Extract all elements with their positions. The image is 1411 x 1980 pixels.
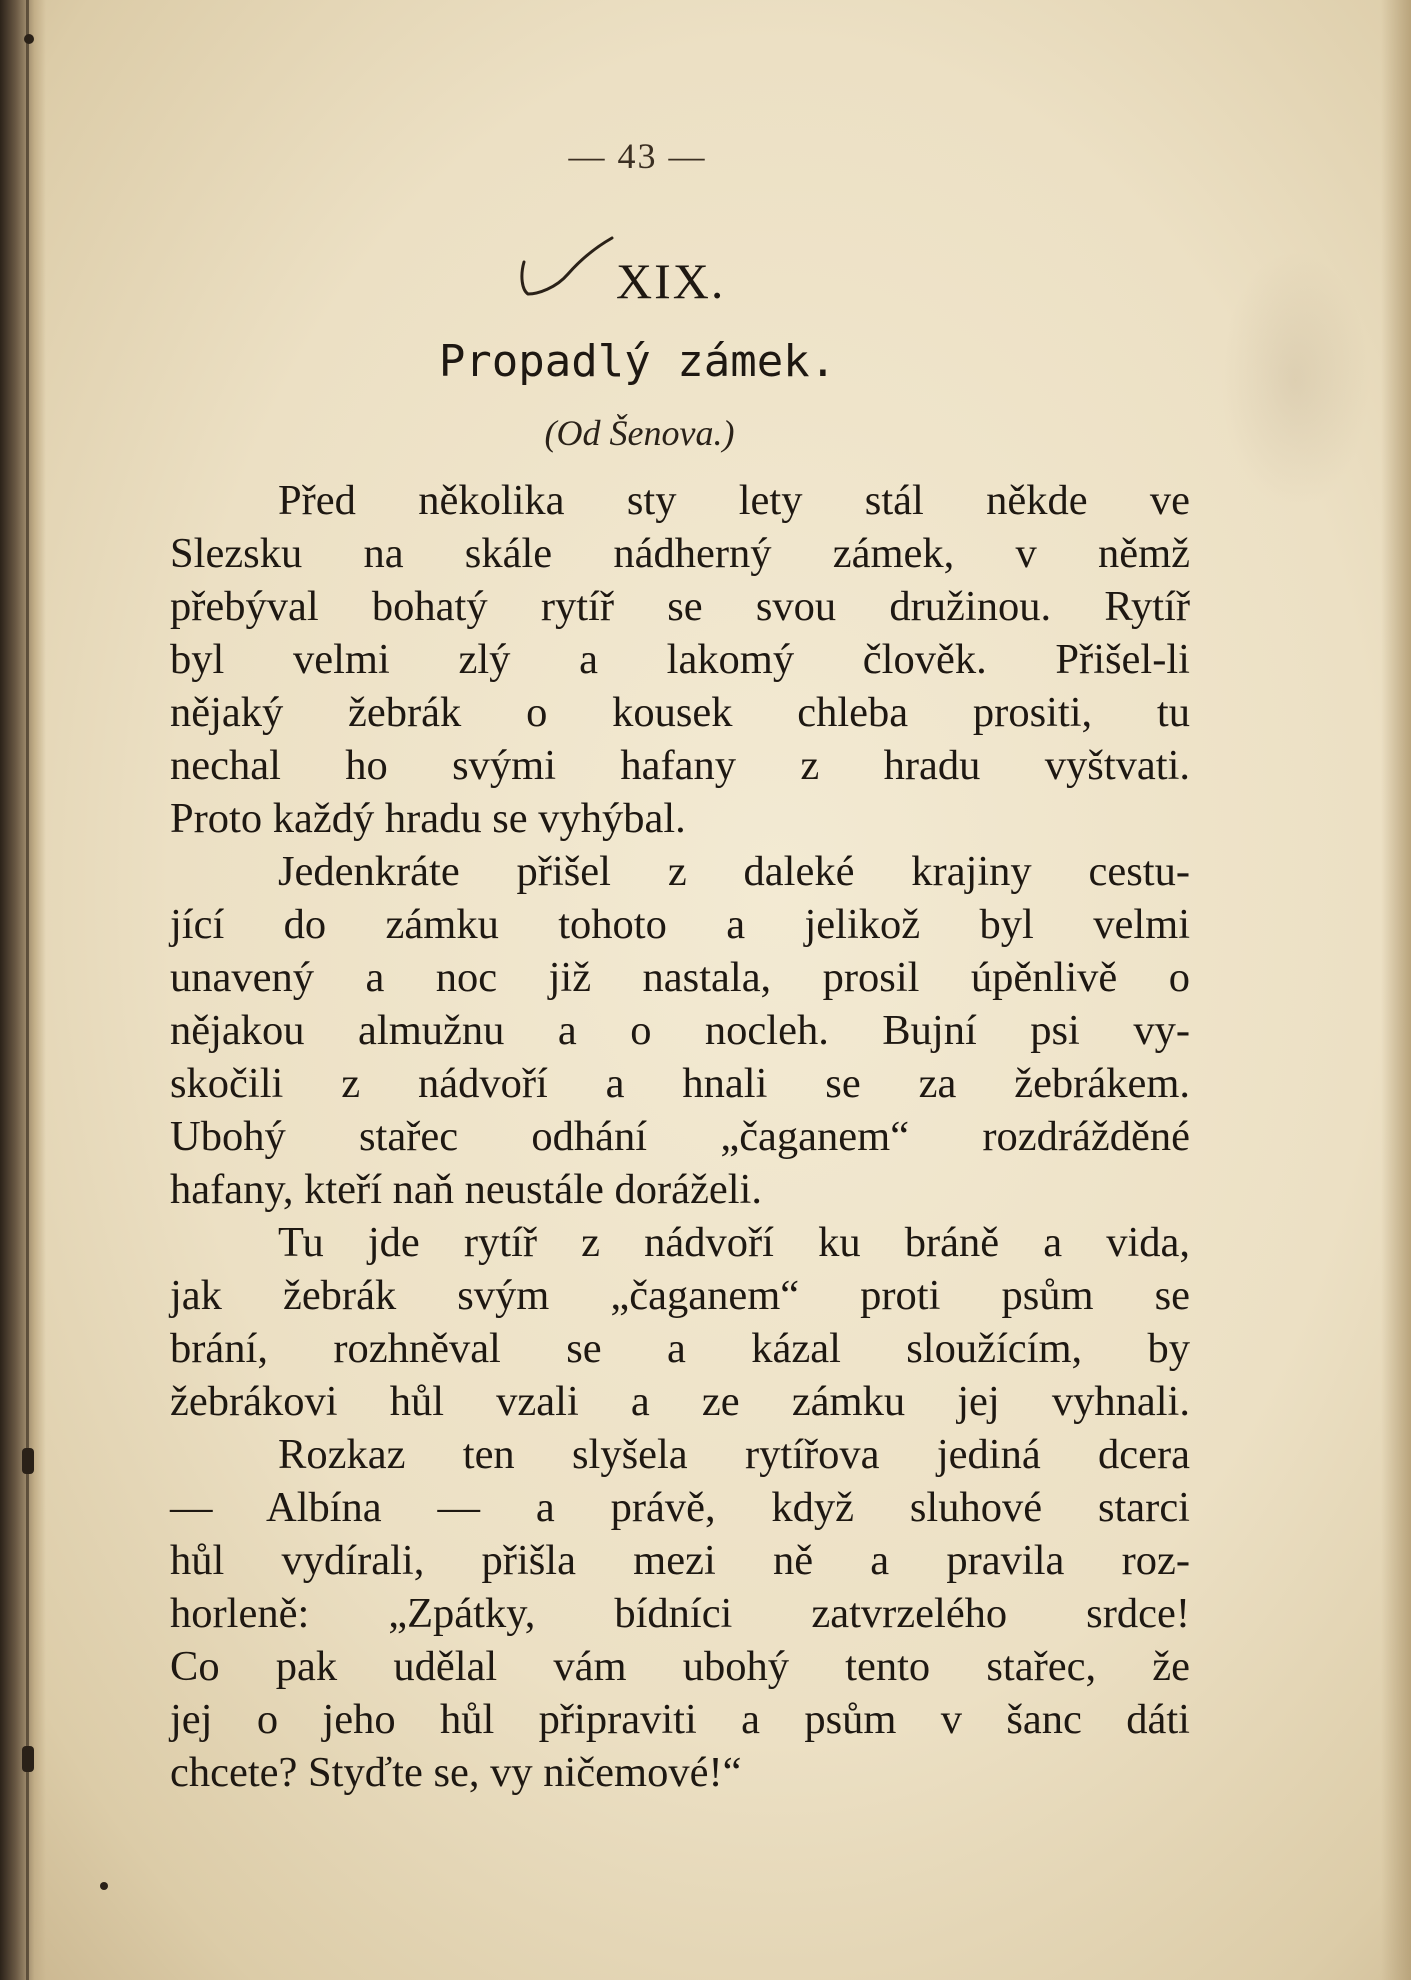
- text-line: jak žebrák svým „čaganem“ proti psům se: [170, 1272, 1190, 1319]
- text-line: unavený a noc již nastala, prosil úpěnlivě o: [170, 954, 1190, 1001]
- text-line: hafany, kteří naň neustále doráželi.: [170, 1166, 762, 1213]
- page-gutter-shadow: [0, 0, 46, 1980]
- text-line: Před několika sty lety stál někde ve: [278, 477, 1190, 524]
- text-line: jící do zámku tohoto a jelikož byl velmi: [170, 901, 1190, 948]
- page-right-edge: [1381, 0, 1411, 1980]
- chapter-number: XIX.: [616, 253, 726, 309]
- handwritten-checkmark-icon: [516, 232, 616, 302]
- binding-mark-upper: [22, 1448, 34, 1474]
- text-line: nějaký žebrák o kousek chleba prositi, tu: [170, 689, 1190, 736]
- text-line: Ubohý stařec odhání „čaganem“ rozdrážděné: [170, 1113, 1190, 1160]
- body-text: [170, 474, 1190, 1799]
- text-line: žebrákovi hůl vzali a ze zámku jej vyhnali.: [170, 1378, 1190, 1425]
- text-line: nechal ho svými hafany z hradu vyštvati.: [170, 742, 1190, 789]
- page-number: — 43 —: [568, 136, 707, 176]
- binding-mark-lower: [22, 1746, 34, 1772]
- binding-mark-top: [24, 34, 34, 44]
- text-line: jej o jeho hůl připraviti a psům v šanc dáti: [170, 1696, 1190, 1743]
- text-line: Co pak udělal vám ubohý tento stařec, že: [170, 1643, 1190, 1690]
- text-line: horleně: „Zpátky, bídníci zatvrzelého srdce!: [170, 1590, 1190, 1637]
- text-line: Slezsku na skále nádherný zámek, v němž: [170, 530, 1190, 577]
- text-line: brání, rozhněval se a kázal sloužícím, by: [170, 1325, 1190, 1372]
- text-line: hůl vydírali, přišla mezi ně a pravila roz-: [170, 1537, 1190, 1584]
- text-line: Jedenkráte přišel z daleké krajiny cestu-: [278, 848, 1190, 895]
- ink-dot: [100, 1882, 108, 1890]
- chapter-author: (Od Šenova.): [544, 413, 735, 453]
- binding-edge: [26, 0, 29, 1980]
- text-line: Proto každý hradu se vyhýbal.: [170, 795, 686, 842]
- text-line: skočili z nádvoří a hnali se za žebrákem.: [170, 1060, 1190, 1107]
- text-line: Rozkaz ten slyšela rytířova jediná dcera: [278, 1431, 1190, 1478]
- text-line: přebýval bohatý rytíř se svou družinou. Rytíř: [170, 583, 1190, 630]
- text-line: Tu jde rytíř z nádvoří ku bráně a vida,: [278, 1219, 1190, 1266]
- chapter-title: Propadlý zámek.: [438, 336, 837, 387]
- text-line: chcete? Styďte se, vy ničemové!“: [170, 1749, 742, 1796]
- text-line: — Albína — a právě, když sluhové starci: [170, 1484, 1190, 1531]
- text-line: byl velmi zlý a lakomý člověk. Přišel-li: [170, 636, 1190, 683]
- text-line: nějakou almužnu a o nocleh. Bujní psi vy-: [170, 1007, 1190, 1054]
